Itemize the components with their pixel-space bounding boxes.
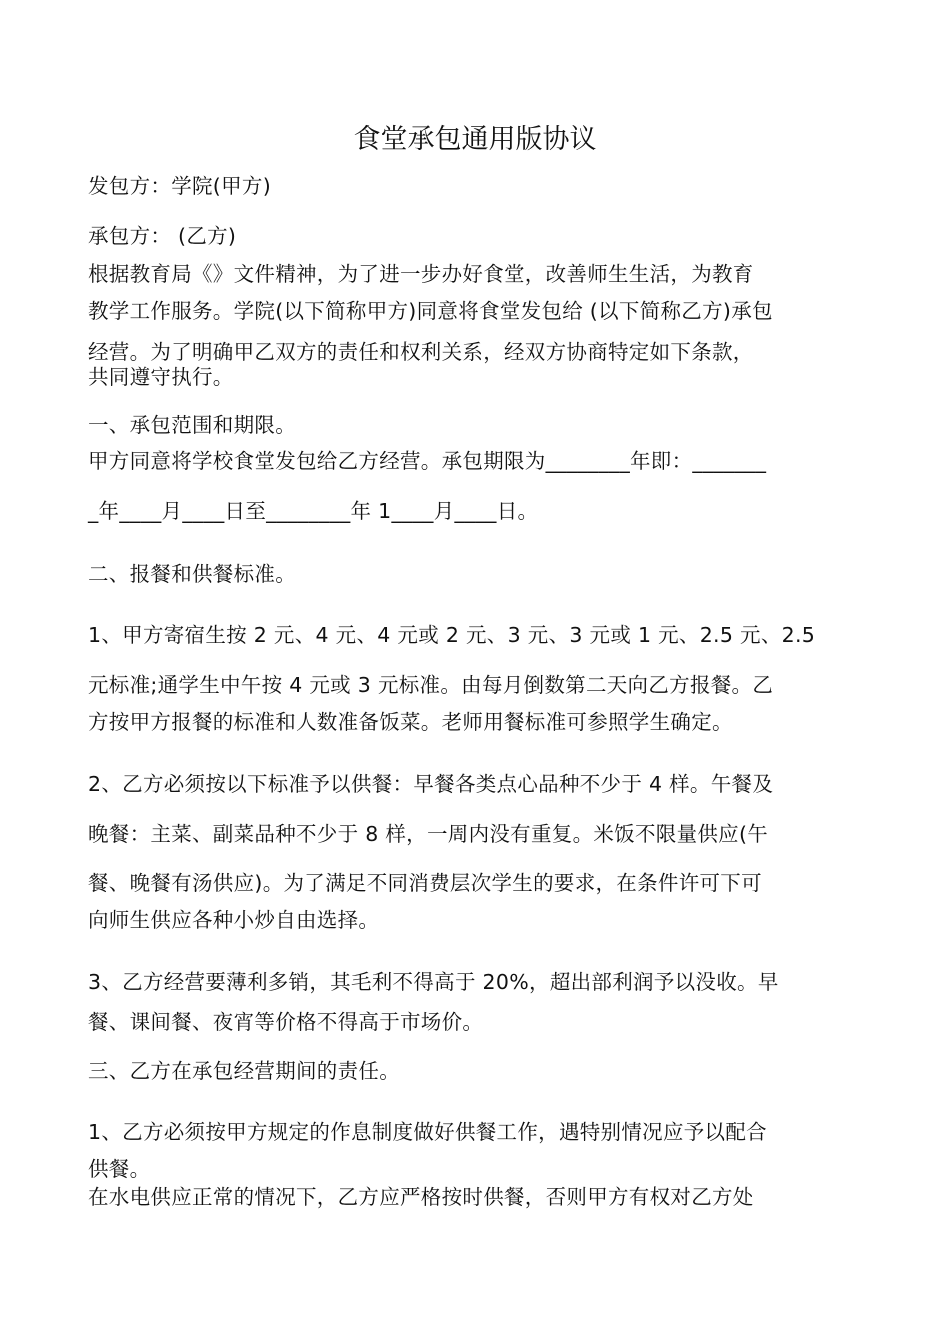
paragraph-line: 共同遵守执行。 [88, 365, 234, 389]
paragraph-line: _年____月____日至________年 1____月____日。 [88, 499, 539, 523]
paragraph-line: 在水电供应正常的情况下，乙方应严格按时供餐，否则甲方有权对乙方处 [88, 1185, 754, 1209]
paragraph-line: 供餐。 [88, 1157, 151, 1181]
paragraph-line: 1、甲方寄宿生按 2 元、4 元、4 元或 2 元、3 元、3 元或 1 元、2.5 元、2.5 [88, 623, 816, 647]
paragraph-line: 甲方同意将学校食堂发包给乙方经营。承包期限为________年即：_______ [88, 449, 767, 473]
paragraph-line: 向师生供应各种小炒自由选择。 [88, 908, 380, 932]
paragraph-line: 餐、课间餐、夜宵等价格不得高于市场价。 [88, 1010, 484, 1034]
party-a-line: 发包方：学院(甲方) [88, 174, 271, 198]
paragraph-line: 3、乙方经营要薄利多销，其毛利不得高于 20%，超出部利润予以没收。早 [88, 970, 779, 994]
paragraph-line: 1、乙方必须按甲方规定的作息制度做好供餐工作，遇特别情况应予以配合 [88, 1120, 767, 1144]
paragraph-line: 方按甲方报餐的标准和人数准备饭菜。老师用餐标准可参照学生确定。 [88, 710, 733, 734]
section-heading: 二、报餐和供餐标准。 [88, 562, 296, 586]
document-title: 食堂承包通用版协议 [353, 124, 597, 154]
paragraph-line: 餐、晚餐有汤供应)。为了满足不同消费层次学生的要求，在条件许可下可 [88, 871, 762, 895]
section-heading: 三、乙方在承包经营期间的责任。 [88, 1059, 400, 1083]
paragraph-line: 晚餐：主菜、副菜品种不少于 8 样，一周内没有重复。米饭不限量供应(午 [88, 822, 769, 846]
paragraph-line: 教学工作服务。学院(以下简称甲方)同意将食堂发包给 (以下简称乙方)承包 [88, 299, 773, 323]
paragraph-line: 根据教育局《》文件精神，为了进一步办好食堂，改善师生生活，为教育 [88, 262, 754, 286]
section-heading: 一、承包范围和期限。 [88, 413, 296, 437]
paragraph-line: 元标准;通学生中午按 4 元或 3 元标准。由每月倒数第二天向乙方报餐。乙 [88, 673, 774, 697]
paragraph-line: 经营。为了明确甲乙双方的责任和权利关系，经双方协商特定如下条款， [88, 340, 754, 364]
paragraph-line: 2、乙方必须按以下标准予以供餐：早餐各类点心品种不少于 4 样。午餐及 [88, 772, 774, 796]
party-b-line: 承包方： (乙方) [88, 224, 237, 248]
